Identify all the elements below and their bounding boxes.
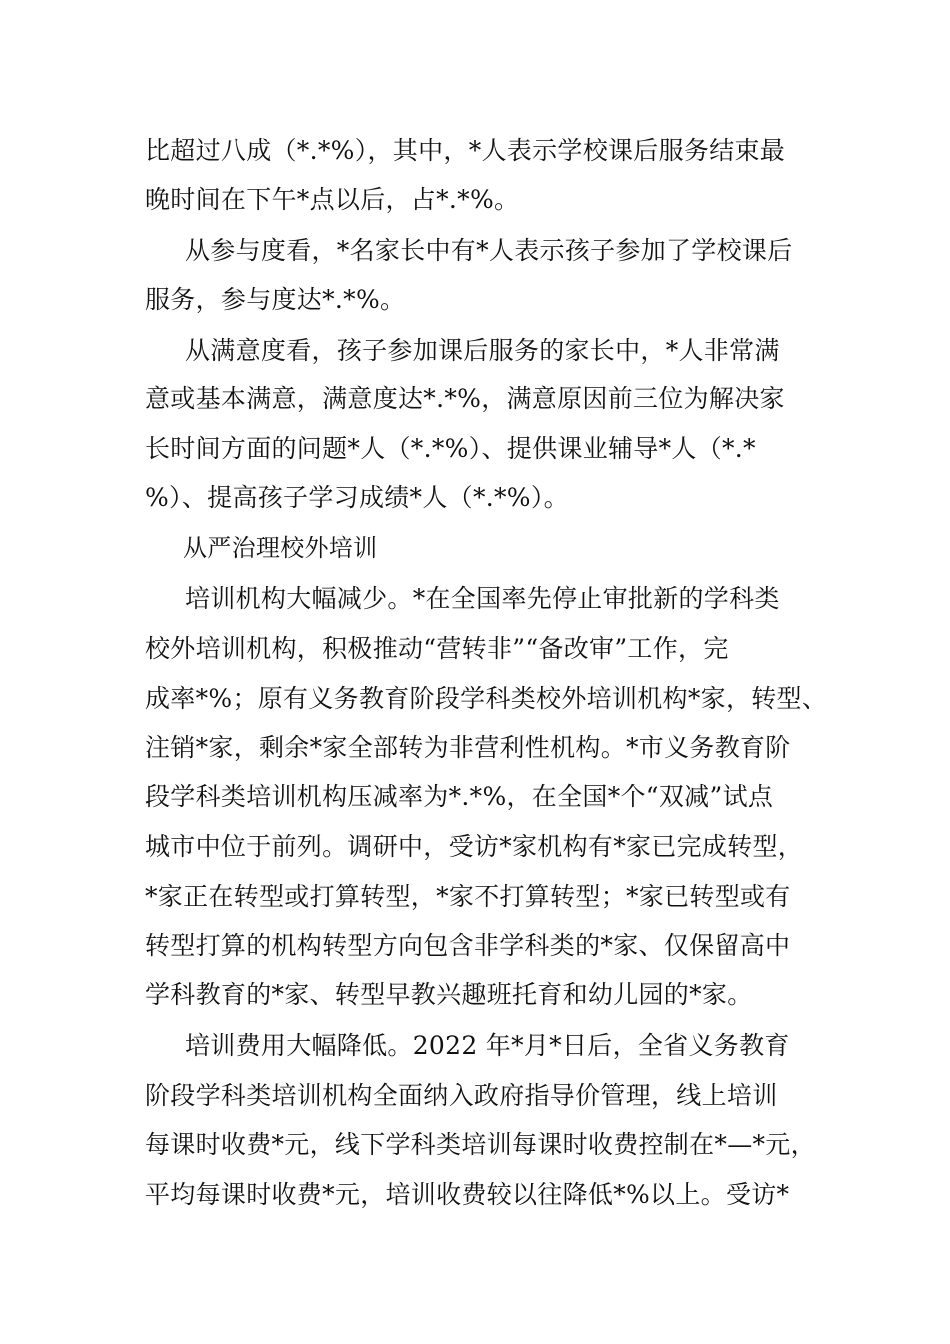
paragraph-start: 从满意度看，孩子参加课后服务的家长中，*人非常满 <box>185 336 780 365</box>
text-line: 意或基本满意，满意度达*.*%，满意原因前三位为解决家 <box>145 384 785 413</box>
paragraph-start: 从参与度看，*名家长中有*人表示孩子参加了学校课后 <box>185 236 793 265</box>
paragraph-start: 培训机构大幅减少。*在全国率先停止审批新的学科类 <box>185 584 780 613</box>
text-line: 学科教育的*家、转型早教兴趣班托育和幼儿园的*家。 <box>145 980 753 1009</box>
text-line: %）、提高孩子学习成绩*人（*.*%）。 <box>145 483 569 512</box>
text-line: 段学科类培训机构压减率为*.*%，在全国*个“双减”试点 <box>145 782 774 811</box>
text-line: *家正在转型或打算转型，*家不打算转型；*家已转型或有 <box>145 882 791 911</box>
text-line: 转型打算的机构转型方向包含非学科类的*家、仅保留高中 <box>145 931 791 960</box>
text-line: 比超过八成（*.*%），其中，*人表示学校课后服务结束最 <box>145 136 786 165</box>
text-line: 阶段学科类培训机构全面纳入政府指导价管理，线上培训 <box>145 1081 778 1110</box>
text-line: 每课时收费*元，线下学科类培训每课时收费控制在*—*元， <box>145 1130 816 1159</box>
section-heading: 从严治理校外培训 <box>183 534 378 562</box>
text-line: 成率*%；原有义务教育阶段学科类校外培训机构*家，转型、 <box>145 684 828 713</box>
text-line: 注销*家，剩余*家全部转为非营利性机构。*市义务教育阶 <box>145 733 791 762</box>
text-line: 服务，参与度达*.*%。 <box>145 285 406 314</box>
text-line: 长时间方面的问题*人（*.*%）、提供课业辅导*人（*.* <box>145 434 756 463</box>
paragraph-start: 培训费用大幅降低。2022 年*月*日后，全省义务教育 <box>185 1031 790 1060</box>
text-line: 校外培训机构，积极推动“营转非”“备改审”工作，完 <box>145 634 729 663</box>
text-line: 平均每课时收费*元，培训收费较以往降低*%以上。受访* <box>145 1180 790 1209</box>
text-line: 晚时间在下午*点以后，占*.*%。 <box>145 185 520 214</box>
text-line: 城市中位于前列。调研中，受访*家机构有*家已完成转型， <box>145 832 804 861</box>
